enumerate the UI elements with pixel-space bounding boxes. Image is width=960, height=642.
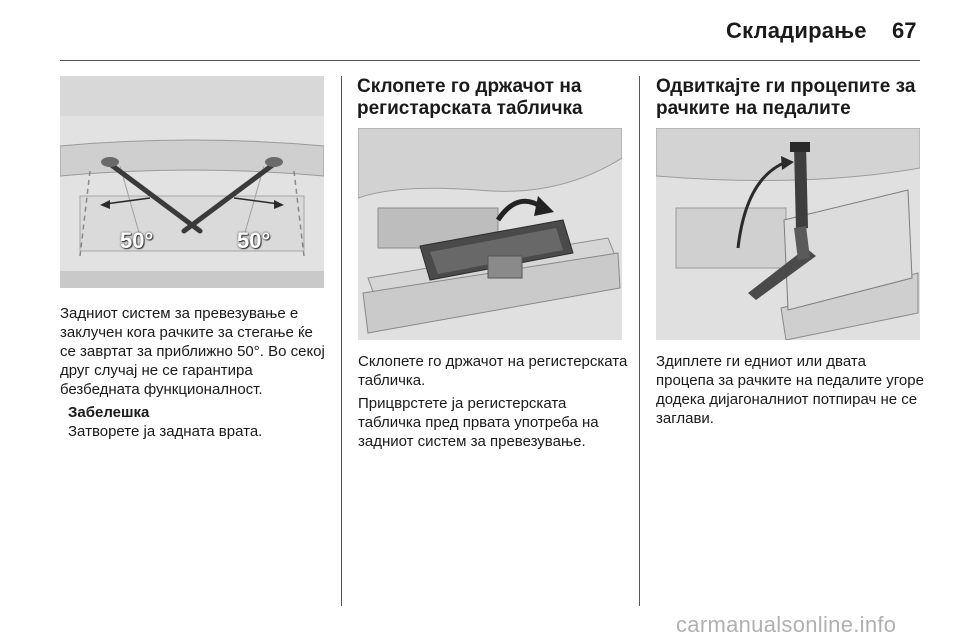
angle-label-right: 50°: [237, 228, 271, 253]
note-text: Затворете ја задната врата.: [68, 423, 263, 440]
clamp-lock-paragraph: Задниот систем за превезување е заклучен кога рачките за стегање ќе се завртат за приближно 50°. Во секој друг случај не се гарантира безбедната функционалност.: [60, 305, 325, 398]
note-label: Забелешка: [68, 404, 150, 421]
fold-holder-paragraph: Склопете го држачот на регистерската табличка.: [358, 353, 628, 389]
figure-license-plate-holder: [358, 128, 622, 340]
angle-label-left: 50°: [120, 228, 154, 253]
note-block: [68, 403, 330, 441]
header-rule: [60, 60, 920, 61]
license-plate-holder-illustration: [358, 128, 622, 340]
section-title-pedal-slots: Одвиткајте ги процепите за рачките на педалите: [656, 76, 916, 119]
page-title: Складирање: [726, 18, 867, 43]
unfold-slots-paragraph: Здиплете ги едниот или двата процепа за рачките на педалите угоре додека дијагоналниот потпирач не се заглави.: [656, 353, 924, 427]
figure-clamp-levers: [60, 76, 324, 288]
column-divider-1: [341, 76, 342, 606]
section-title-license-plate: Склопете го држачот на регистарската табличка: [357, 76, 583, 119]
page-number: 67: [892, 18, 917, 43]
pedal-slots-illustration: [656, 128, 920, 340]
watermark: carmanualsonline.info: [676, 612, 897, 637]
clamp-levers-illustration: [60, 76, 324, 288]
column-divider-2: [639, 76, 640, 606]
figure-pedal-slots: [656, 128, 920, 340]
attach-plate-paragraph: Прицврстете ја регистерската табличка пред првата употреба на задниот систем за превезување.: [358, 395, 599, 450]
